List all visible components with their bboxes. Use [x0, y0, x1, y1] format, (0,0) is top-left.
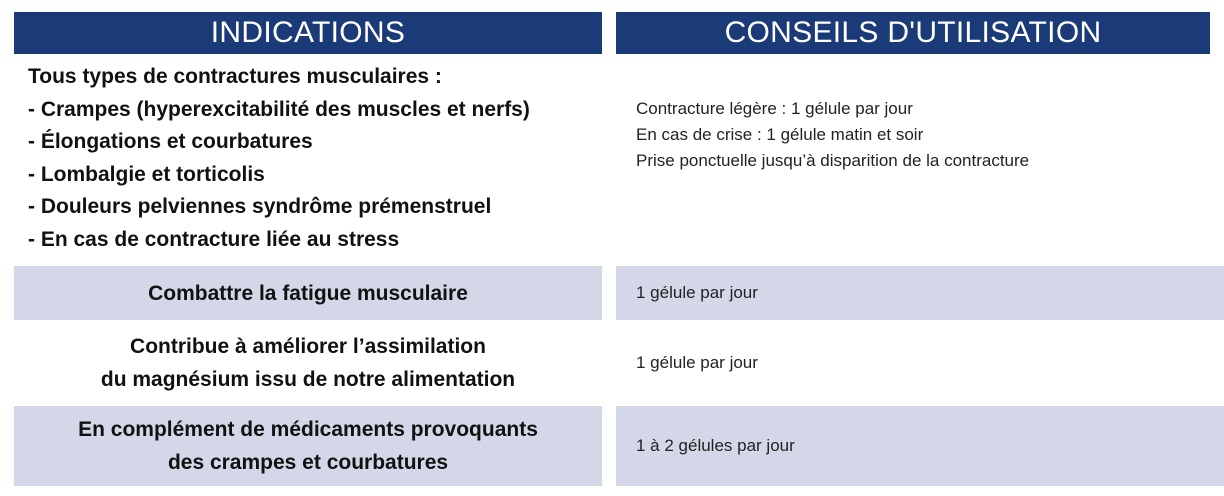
indication-line: Combattre la fatigue musculaire — [148, 281, 468, 305]
indication-item: - Lombalgie et torticolis — [28, 162, 265, 186]
conseils-cell-fatigue — [616, 266, 1224, 320]
indication-item: - Crampes (hyperexcitabilité des muscles et nerfs) — [28, 97, 530, 121]
conseil-line: 1 gélule par jour — [636, 353, 758, 372]
conseil-line: Prise ponctuelle jusqu’à disparition de la contracture — [636, 151, 1030, 170]
indication-item: - Douleurs pelviennes syndrôme prémenstruel — [28, 195, 492, 219]
conseils-cell-assimilation — [616, 326, 1224, 400]
indications-cell-fatigue — [14, 266, 602, 320]
indication-line: En complément de médicaments provoquants — [78, 418, 538, 441]
conseils-header: CONSEILS D'UTILISATION — [616, 12, 1210, 54]
indication-item: - Élongations et courbatures — [28, 130, 313, 154]
conseils-cell-contractures — [616, 60, 1210, 260]
conseil-line: 1 gélule par jour — [636, 283, 758, 302]
indications-header: INDICATIONS — [14, 12, 602, 54]
conseils-cell-complement — [616, 406, 1224, 486]
indication-title: Tous types de contractures musculaires : — [28, 65, 442, 88]
indication-line: des crampes et courbatures — [167, 451, 449, 474]
indications-cell-contractures — [14, 60, 616, 260]
indication-line: du magnésium issu de notre alimentation — [100, 368, 516, 391]
indications-cell-complement — [14, 406, 602, 486]
conseil-line: Contracture légère : 1 gélule par jour — [636, 99, 913, 118]
conseil-line: 1 à 2 gélules par jour — [636, 436, 795, 455]
indications-cell-assimilation — [14, 326, 602, 400]
conseil-line: En cas de crise : 1 gélule matin et soir — [636, 125, 924, 144]
indication-item: - En cas de contracture liée au stress — [28, 227, 400, 251]
indication-line: Contribue à améliorer l’assimilation — [130, 335, 486, 358]
